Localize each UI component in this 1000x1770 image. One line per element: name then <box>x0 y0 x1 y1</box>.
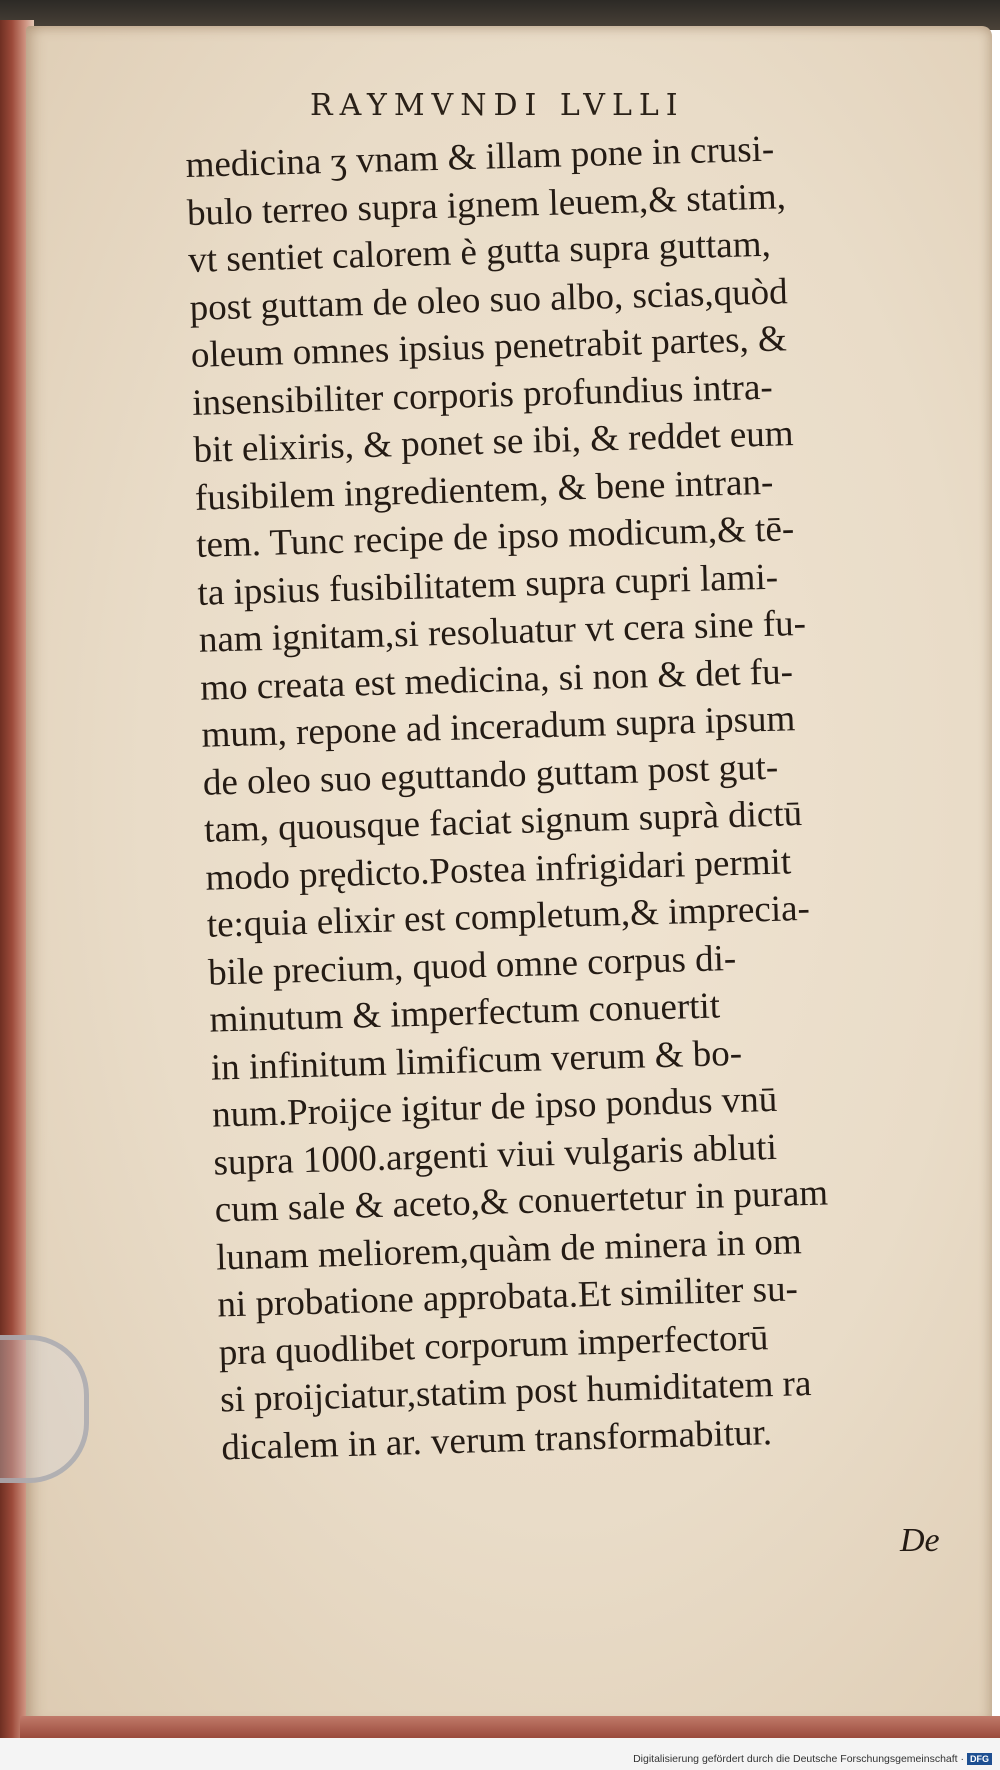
text-line: medicina ʒ vnam & illam pone in crusi- <box>185 128 775 186</box>
body-text <box>185 121 982 1472</box>
text-line: pra quodlibet corporum imperfectorū <box>218 1316 769 1374</box>
text-line: oleum omnes ipsius penetrabit partes, & <box>190 318 788 376</box>
text-line: lunam meliorem,quàm de minera in om <box>215 1220 803 1279</box>
book-bottom-edge <box>20 1716 1000 1738</box>
text-line: fusibilem ingredientem, & bene intran- <box>194 461 774 519</box>
text-line: tam, quousque faciat signum suprà dictū <box>203 793 803 851</box>
text-line: dicalem in ar. verum transformabitur. <box>220 1411 773 1468</box>
text-line: tem. Tunc recipe de ipso modicum,& tē- <box>195 508 795 566</box>
text-line: in infinitum limificum verum & bo- <box>210 1032 743 1089</box>
text-line: ni probatione approbata.Et similiter su- <box>216 1268 799 1326</box>
text-line: de oleo suo eguttando guttam post gut- <box>202 746 779 804</box>
text-line: si proijciatur,statim post humiditatem ra <box>219 1363 812 1421</box>
text-line: mo creata est medicina, si non & det fu- <box>199 650 794 709</box>
text-line: nam ignitam,si resoluatur vt cera sine fu- <box>198 602 807 661</box>
text-line: cum sale & aceto,& conuertetur in puram <box>214 1172 829 1231</box>
catchword: De <box>900 1522 940 1559</box>
text-line: bile precium, quod omne corpus di- <box>207 937 737 994</box>
text-line: supra 1000.argenti viui vulgaris abluti <box>212 1126 778 1184</box>
dfg-logo-icon: DFG <box>967 1753 992 1765</box>
text-line: minutum & imperfectum conuertit <box>208 985 721 1041</box>
text-line: post guttam de oleo suo albo, scias,quòd <box>189 270 789 329</box>
text-line: ta ipsius fusibilitatem supra cupri lami- <box>197 556 779 614</box>
text-line: modo prędicto.Postea infrigidari permit <box>204 840 792 899</box>
digitization-credit <box>633 1753 992 1765</box>
text-line: bit elixiris, & ponet se ibi, & reddet eum <box>193 413 795 471</box>
text-line: vt sentiet calorem è gutta supra guttam, <box>187 223 772 281</box>
text-line: num.Proijce igitur de ipso pondus vnū <box>211 1078 778 1136</box>
text-line: mum, repone ad inceradum supra ipsum <box>200 698 796 756</box>
running-head: RAYMVNDI LVLLI <box>310 88 685 123</box>
credit-text: Digitalisierung gefördert durch die Deutsche Forschungsgemeinschaft · <box>633 1753 964 1765</box>
text-line: te:quia elixir est completum,& imprecia- <box>206 887 811 946</box>
text-line: insensibiliter corporis profundius intra- <box>191 366 774 424</box>
text-line: bulo terreo supra ignem leuem,& statim, <box>186 175 787 234</box>
